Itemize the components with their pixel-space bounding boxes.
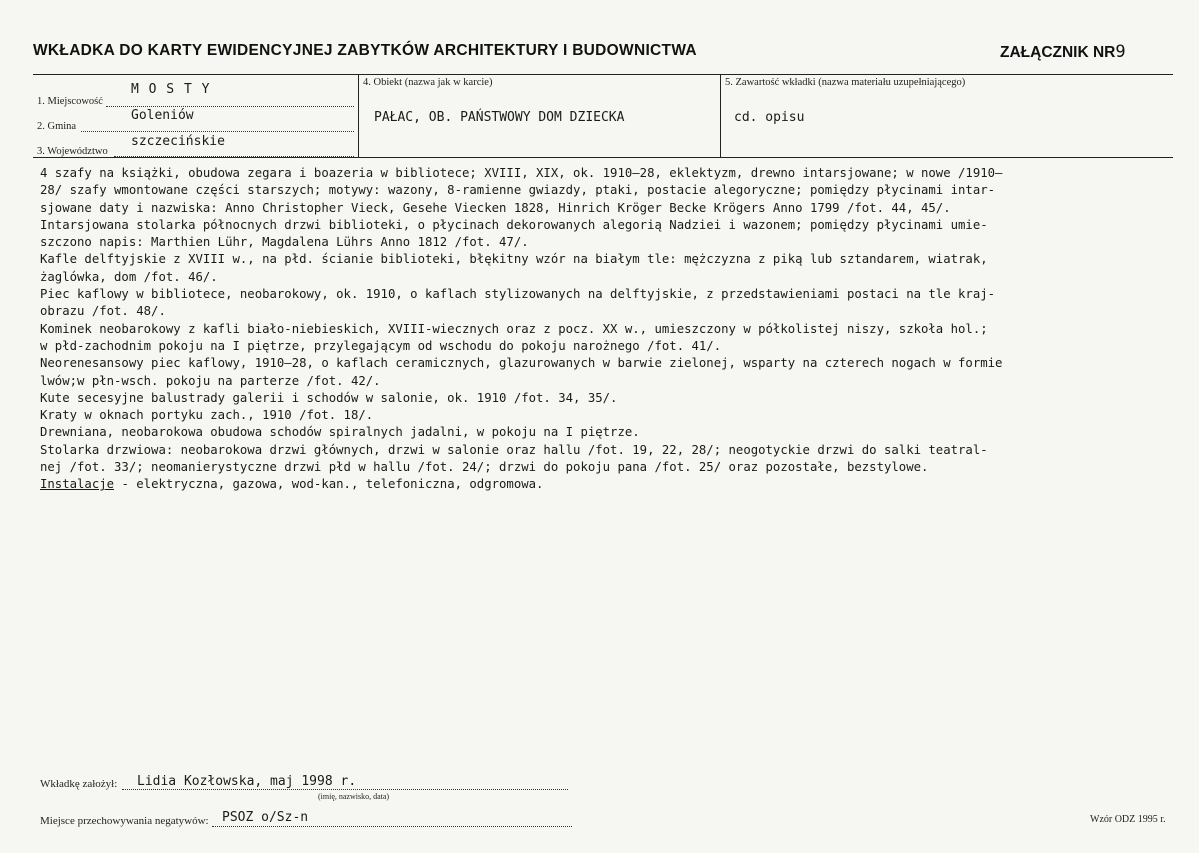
column-divider-2 [720, 74, 721, 157]
prepared-by-dotted-line [122, 789, 568, 790]
document-title: WKŁADKA DO KARTY EWIDENCYJNEJ ZABYTKÓW ARCHITEKTURY I BUDOWNICTWA [33, 42, 697, 59]
description-line: obrazu /fot. 48/. [40, 304, 166, 319]
negatives-storage-value: PSOZ o/Sz-n [222, 810, 309, 825]
description-line: Drewniana, neobarokowa obudowa schodów spiralnych jadalni, w pokoju na I piętrze. [40, 425, 640, 440]
description-line: sjowane daty i nazwiska: Anno Christopher Vieck, Gesehe Viecken 1828, Hinrich Kröger Becke Krögers Anno 1799 /fot. 44, 45/. [40, 200, 951, 215]
installations-text: - elektryczna, gazowa, wod-kan., telefoniczna, odgromowa. [114, 477, 544, 492]
wojewodztwo-label: 3. Województwo [37, 146, 108, 157]
miejscowosc-value: M O S T Y [131, 82, 211, 97]
description-body [40, 165, 1160, 494]
description-line: Kraty w oknach portyku zach., 1910 /fot. 18/. [40, 408, 374, 423]
object-label: 4. Obiekt (nazwa jak w karcie) [363, 77, 493, 88]
header-bottom-rule [33, 157, 1173, 158]
wojewodztwo-dotted-line [114, 156, 354, 157]
description-line: Kominek neobarokowy z kafli biało-niebieskich, XVIII-wiecznych oraz z pocz. XX w., umieszczony w półkolistej niszy, szkoła hol.; [40, 321, 988, 336]
description-line: żaglówka, dom /fot. 46/. [40, 269, 218, 284]
description-line: Kafle delftyjskie z XVIII w., na płd. ścianie biblioteki, błękitny wzór na białym tle: mężczyzna z piką lub sztandarem, wiatrak, [40, 252, 988, 267]
description-line: lwów;w płn-wsch. pokoju na parterze /fot. 42/. [40, 373, 381, 388]
prepared-by-label: Wkładkę założył: [40, 778, 118, 790]
contents-value: cd. opisu [734, 110, 805, 125]
contents-label: 5. Zawartość wkładki (nazwa materiału uzupełniającego) [725, 77, 966, 88]
gmina-dotted-line [81, 131, 354, 132]
description-line: nej /fot. 33/; neomanierystyczne drzwi płd w hallu /fot. 24/; drzwi do pokoju pana /fot. 25/ oraz pozostałe, bezstylowe. [40, 460, 929, 475]
installations-label: Instalacje [40, 477, 115, 492]
description-line: w płd-zachodnim pokoju na I piętrze, przylegającym od wschodu do pokoju narożnego /fot. 41/. [40, 338, 722, 353]
miejscowosc-label: 1. Miejscowość [37, 96, 103, 107]
object-value: PAŁAC, OB. PAŃSTWOWY DOM DZIECKA [374, 110, 625, 125]
prepared-by-hint: (imię, nazwisko, data) [318, 792, 390, 801]
description-line: Piec kaflowy w bibliotece, neobarokowy, ok. 1910, o kaflach stylizowanych na delftyjskie, z przedstawieniami postaci na tle kraj- [40, 287, 996, 302]
negatives-storage-label: Miejsce przechowywania negatywów: [40, 815, 209, 827]
description-line: Kute secesyjne balustrady galerii i schodów w salonie, ok. 1910 /fot. 34, 35/. [40, 390, 618, 405]
gmina-label: 2. Gmina [37, 121, 77, 132]
description-line: 4 szafy na książki, obudowa zegara i boazeria w bibliotece; XVIII, XIX, ok. 1910–28, eklektyzm, drewno intarsjowane; w nowe /1910– [40, 166, 1003, 180]
annex-label: ZAŁĄCZNIK NR [1000, 44, 1116, 61]
header-top-rule [33, 74, 1173, 75]
description-line: Stolarka drzwiowa: neobarokowa drzwi głównych, drzwi w salonie oraz hallu /fot. 19, 22, 28/; neogotyckie drzwi do salki teatral- [40, 442, 988, 457]
prepared-by-value: Lidia Kozłowska, maj 1998 r. [137, 774, 357, 789]
annex-number: 9 [1115, 42, 1126, 62]
description-line: 28/ szafy wmontowane części starszych; motywy: wazony, 8-ramienne gwiazdy, ptaki, postacie alegoryczne; pomiędzy płycinami intar- [40, 183, 996, 198]
wojewodztwo-value: szczecińskie [131, 134, 225, 149]
column-divider-1 [358, 74, 359, 157]
description-line: szczono napis: Marthien Lühr, Magdalena Lührs Anno 1812 /fot. 47/. [40, 235, 529, 250]
description-line: Intarsjowana stolarka północnych drzwi biblioteki, o płycinach dekorowanych alegorią Nadziei i wazonem; pomiędzy płycinami umie- [40, 217, 988, 232]
template-version: Wzór ODZ 1995 r. [1090, 814, 1166, 825]
gmina-value: Goleniów [131, 108, 194, 123]
negatives-storage-dotted-line [212, 826, 572, 827]
annex-label-group [1000, 42, 1126, 62]
installations-line [40, 476, 1160, 493]
miejscowosc-dotted-line [106, 106, 354, 107]
description-line: Neorenesansowy piec kaflowy, 1910–28, o kaflach ceramicznych, glazurowanych w barwie zielonej, wsparty na czterech nogach w formie [40, 356, 1003, 371]
